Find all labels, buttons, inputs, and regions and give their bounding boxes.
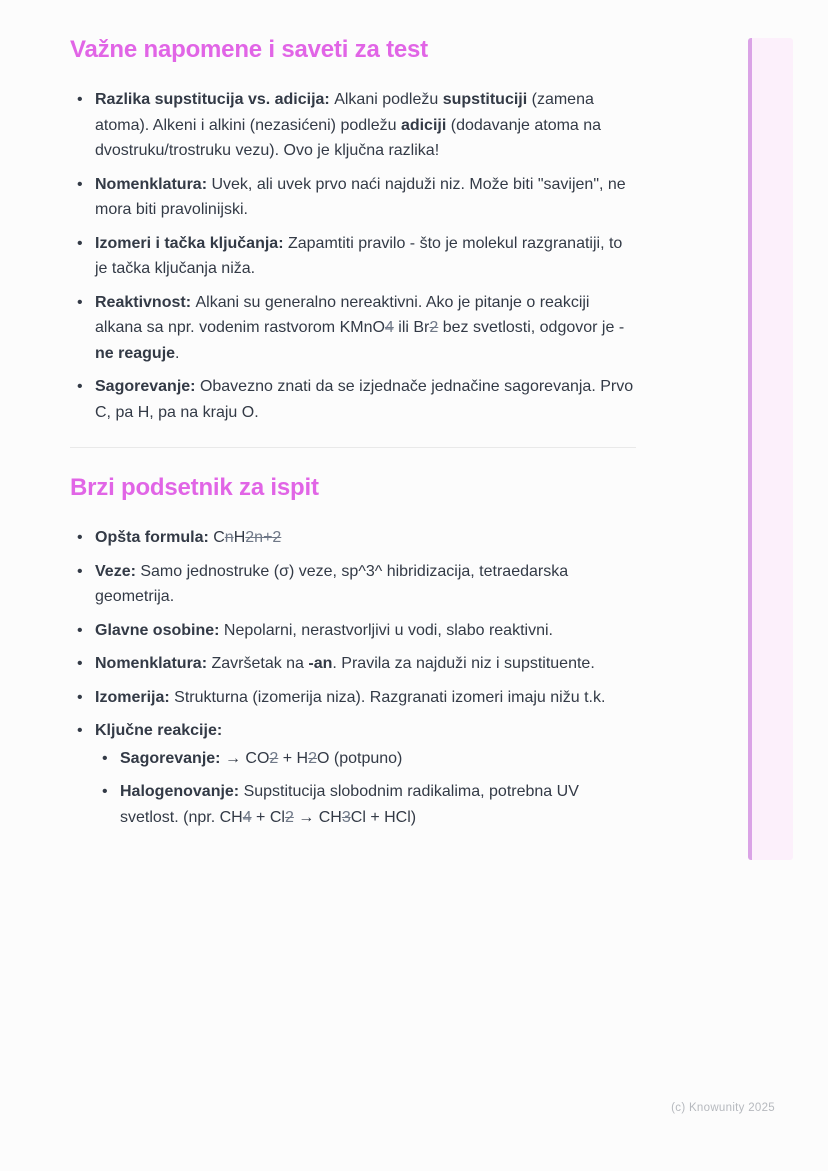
list-item [70,618,636,644]
subscript-struck-text: 2 [429,319,439,336]
text-segment: → CO [224,749,270,767]
subscript-struck-text: 3 [341,808,351,826]
text-segment: (zamena atoma). Alkeni i alkini (nezasićeni) podležu [95,91,594,134]
copyright-watermark: (c) Knowunity 2025 [671,1102,775,1114]
bullet-list [70,525,636,830]
section-test-tips [70,34,636,425]
text-segment: Sagorevanje: [120,749,225,767]
text-segment: Izomerija: [95,688,175,706]
subscript-struck-text: 2 [284,808,294,826]
text-segment: Sagorevanje: [95,378,200,395]
text-segment: Završetak na [211,655,309,672]
text-segment: ili Br [393,319,430,336]
list-item [70,718,636,830]
list-item [70,231,636,282]
text-segment: + Cl [251,808,285,826]
text-segment: Zapamtiti pravilo - što je molekul razgranatiji, to je tačka ključanja niža. [95,234,623,277]
list-item [70,559,636,610]
text-segment: Nomenklatura: [95,655,212,672]
text-segment: → CH [293,808,342,826]
subscript-struck-text: 4 [242,808,252,826]
text-segment: C [213,529,225,546]
list-item [95,779,636,830]
text-segment: H [233,529,246,546]
text-segment: Reaktivnost: [95,293,196,311]
nested-bullet-list [95,746,636,831]
text-segment: Cl + HCl) [350,808,417,826]
text-segment: O (potpuno) [317,749,403,767]
text-segment: . [175,344,180,362]
section-title: Brzi podsetnik za ispit [70,474,319,501]
text-segment: Veze: [95,562,141,580]
text-segment: Alkani su generalno nereaktivni. Ako je pitanje o reakciji alkana sa npr. vodenim rastvorom KMnO [95,293,590,336]
margin-highlight-bar [748,38,793,860]
list-item [70,525,636,551]
subscript-struck-text: 2 [269,749,279,767]
list-item [70,374,636,425]
text-segment: Nomenklatura: [95,175,212,193]
text-segment: Halogenovanje: [120,783,244,800]
text-segment: . Pravila za najduži niz i supstituente. [332,655,595,672]
subscript-struck-text: 4 [384,319,394,336]
text-segment: Samo jednostruke (σ) veze, sp^3^ hibridizacija, tetraedarska geometrija. [95,562,569,605]
text-segment: bez svetlosti, odgovor je - [438,319,625,336]
section-quick-recap [70,472,636,830]
subscript-struck-text: n [224,529,234,546]
section-title: Važne napomene i saveti za test [70,36,428,63]
text-segment: Glavne osobine: [95,621,224,639]
text-segment: Ključne reakcije: [95,722,223,739]
text-segment: ne reaguje [95,344,176,362]
text-segment: Nepolarni, nerastvorljivi u vodi, slabo reaktivni. [223,621,553,639]
text-segment: Uvek, ali uvek prvo naći najduži niz. Može biti "savijen", ne mora biti pravolinijski. [95,175,626,218]
text-segment: Strukturna (izomerija niza). Razgranati izomeri imaju nižu t.k. [174,688,606,706]
subscript-struck-text: 2n+2 [245,529,282,546]
text-segment: Izomeri i tačka ključanja: [95,234,288,252]
list-item [70,172,636,223]
text-segment: (dodavanje atoma na dvostruku/trostruku vezu). Ovo je ključna razlika! [95,116,602,159]
bullet-list [70,87,636,425]
text-segment: -an [308,655,333,672]
text-segment: Razlika supstitucija vs. adicija: [95,91,335,108]
text-segment: Alkani podležu [334,91,443,108]
subscript-struck-text: 2 [308,749,317,767]
text-segment: supstituciji [442,91,528,108]
text-segment: Opšta formula: [95,529,214,546]
list-item [70,651,636,677]
section-divider [70,447,636,448]
list-item [70,290,636,367]
list-item [70,87,636,164]
text-segment: adiciji [400,116,447,134]
text-segment: Obavezno znati da se izjednače jednačine sagorevanja. Prvo C, pa H, pa na kraju O. [95,378,634,421]
list-item [95,746,636,772]
notes-document [70,34,636,838]
list-item [70,685,636,711]
text-segment: Supstitucija slobodnim radikalima, potrebna UV svetlost. (npr. CH [120,783,579,826]
text-segment: + H [278,749,309,767]
